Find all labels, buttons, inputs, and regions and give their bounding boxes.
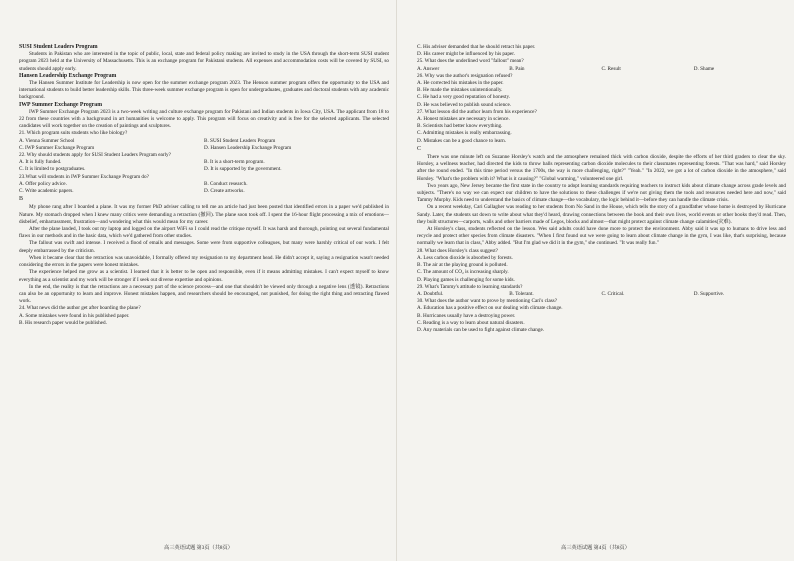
option-22-d: D. It is supported by the government. [204,166,282,173]
option-23-b: B. Conduct research. [204,180,248,187]
option-30-c: C. Reading is a way to learn about natural disasters. [417,319,525,326]
question-22: 22. Why should students apply for SUSI Student Leaders Program early? [19,152,171,159]
para-b2: After the plane landed, I took out my laptop and logged on the airport WiFi so I could read the critique myself. It was harsh and thorough, pointing out several fundamental flaws in our methods and in the basic data, which we'd gathered from other studies. [19,226,389,240]
option-28-c: C. The amount of CO₂ is increasing sharply. [417,269,509,276]
option-23-a: A. Offer policy advice. [19,180,67,187]
question-27: 27. What lesson did the author learn from his experience? [417,108,537,115]
question-24: 24. What news did the author get after boarding the plane? [19,305,141,312]
left-page-footer: 高三英语试题 第3页（共8页） [164,545,233,551]
option-21-b: B. SUSI Student Leaders Program [204,137,276,144]
section-c-label: C [417,145,422,152]
option-28-b: B. The air at the playing ground is polluted. [417,262,508,269]
left-column [19,44,389,327]
option-25-a: A. Answer [417,65,440,72]
para-hansen: The Hansen Summer Institute for Leadership is now open for the summer exchange program 2023. The Henson summer program offers the opportunity to the USA and international students to build better leadership skills. This three-week summer exchange program is open for undergraduates, graduates and doctoral students with any academic background. [19,80,389,101]
para-susi: Students in Pakistan who are interested in the topic of public, local, state and federal policy making are invited to study in the USA through the short-term SUSI student program 2023 held at the University of Massachusetts. This is an exchange program for Pakistani students. All expenses and accommodation costs will be covered by SUSI, so students should apply early. [19,51,389,72]
right-page-footer: 高三英语试题 第4页（共8页） [561,545,630,551]
option-28-a: A. Less carbon dioxide is absorbed by forests. [417,254,513,261]
option-26-c: C. He had a very good reputation of honesty. [417,94,511,101]
option-27-a: A. Honest mistakes are necessary in science. [417,116,510,123]
question-26: 26. Why was the author's resignation refused? [417,72,513,79]
options-23-cd [19,188,389,195]
para-b5: The experience helped me grow as a scientist. I learned that it is better to be open and responsible, even if it means admitting mistakes. I can't expect myself to know everything as a scientist and my work will be stronger if I seek out diverse expertise and opinions. [19,269,389,283]
option-29-c: C. Critical. [601,290,625,297]
option-29-d: D. Supportive. [693,290,725,297]
option-28-d: D. Playing games is challenging for some kids. [417,276,515,283]
option-27-b: B. Scientists had better know everything. [417,123,503,130]
option-21-a: A. Vienna Summer School [19,137,75,144]
option-25-c: C. Result [601,65,621,72]
option-24-c: C. His adviser demanded that he should retract his paper. [417,44,536,50]
option-23-c: C. Write academic papers. [19,188,74,195]
para-c4: At Horsley's class, students reflected on the lesson. Wes said adults could have done more to protect the environment. Abby said it was up to humans to drive less and recycle and protect other species from climate disasters. "When I first found out we were going to learn about climate change in the gym, I was like, that's surprising, because normally we learn that in class," Abby added. "But I'm glad we did it in the gym," she continued. "It was really fun." [417,226,786,247]
question-29: 29. What's Tammy's attitude to learning standards? [417,283,523,290]
options-21-cd [19,145,389,152]
para-c2: Two years ago, New Jersey became the first state in the country to adopt learning standards requiring teachers to instruct kids about climate change across grade levels and subjects. "There's no way we can expect our children to have the solutions to these challenges if we're not giving them the tools and resources needed here and now," said Tammy Murphy. Kids need to understand the basics of climate change—the vocabulary, the logic behind it—before they can handle the climate crisis. [417,182,786,204]
option-30-b: B. Hurricanes usually have a destroying power. [417,312,516,319]
options-22-ab [19,159,389,166]
para-c1: There was one minute left on Suzanne Horsley's watch and the atmosphere remained thick with carbon dioxide, despite the efforts of her third graders to clear the sky. Horsley, a wellness teacher, had directed the kids to throw balls representing carbon dioxide molecules to their classmates representing forests. "That was hard," said Horsley after the round ended. "In this time period versus the 1700s, the way is more challenging, right?" "Yeah." "In 2022, we got a lot of carbon dioxide in the atmosphere," said Horsley. "What's the problem with it? What is it causing?" "Global warming," volunteered one girl. [417,154,786,182]
option-26-a: A. He corrected his mistakes in the paper. [417,80,504,87]
option-24-d: D. His career might be influenced by his paper. [417,51,515,58]
right-column [417,44,786,334]
option-23-d: D. Create artworks. [204,188,245,195]
heading-hansen: Hansen Leadership Exchange Program [19,72,117,79]
option-25-d: D. Shame [693,65,715,72]
options-21-ab [19,138,389,145]
option-29-b: B. Tolerant. [509,290,534,297]
option-24-a: A. Some mistakes were found in his published paper. [19,312,130,319]
options-22-cd [19,166,389,173]
question-21: 21. Which program suits students who like biology? [19,130,128,137]
para-iwp: IWP Summer Exchange Program 2023 is a two-week writing and culture exchange program for Pakistani and Indian students in Iowa City, USA. The applicant from 18 to 22 from these countries with a background in art humanities is welcome to apply. This program will focus on creativity and is free for the selected applicants. The selected candidates will work together on the creation of paintings and sculptures. [19,108,389,130]
options-25 [417,66,786,73]
option-30-d: D. Any materials can be used to fight against climate change. [417,326,545,333]
para-c3: On a recent weekday, Cari Gallagher was reading to her students from No Sand in the House, which tells the story of a grandfather whose home is destroyed by Hurricane Sandy. Later, the students sat down to write about what they'd heard, drawing connections between the book and their own lives, world events or other books they'd read. Then, they built structures—carports, walls and other barriers made of Legos, blocks and almost—that might protect against climate change calamities(灾难). [417,204,786,225]
question-30: 30. What does the author want to prove by mentioning Cari's class? [417,298,558,305]
para-b6: In the end, the reality is that the retractions are a necessary part of the science process—and one that shouldn't be viewed only through a negative lens (透镜). Retractions can also be an opportunity to learn and improve. Honest mistakes happen, and researchers should be encouraged, not punished, for doing the right thing and retracting flawed work. [19,283,389,305]
option-25-b: B. Pain [509,65,525,72]
para-b3: The fallout was swift and intense. I received a flood of emails and messages. Some were from supportive colleagues, but many were harshly critical of our work. I felt deeply embarrassed by the criticism. [19,240,389,254]
option-30-a: A. Education has a positive effect on our dealing with climate change. [417,305,563,312]
option-22-a: A. It is fully funded. [19,159,62,166]
option-21-c: C. IWP Summer Exchange Program [19,144,95,151]
options-29 [417,291,786,298]
option-26-d: D. He was believed to publish sound science. [417,101,512,108]
right-page [397,0,794,561]
option-26-b: B. He made the mistakes unintentionally. [417,87,503,94]
question-23: 23.What will students in IWP Summer Exchange Program do? [19,173,149,180]
option-24-b: B. His research paper would be published. [19,319,107,326]
option-22-c: C. It is limited to postgraduates. [19,166,86,173]
option-21-d: D. Hansen Leadership Exchange Program [204,144,292,151]
heading-iwp: IWP Summer Exchange Program [19,101,103,108]
option-22-b: B. It is a short-term program. [204,159,265,166]
para-b1: My phone rang after I boarded a plane. It was my former PhD adviser calling to tell me an article had just been posted that identified errors in a paper we'd published in Nature. My stomach dropped when I knew many critics were demanding a retraction (撤回). The plane soon took off. I spent the 16-hour flight processing a mix of emotions—disbelief, embarrassment, frustration—and wondering what this would mean for my career. [19,204,389,225]
options-23-ab [19,181,389,188]
section-b-label: B [19,196,24,203]
question-25: 25. What does the underlined word "fallout" mean? [417,58,524,65]
option-27-d: D. Mistakes can be a good chance to learn. [417,137,507,144]
heading-susi: SUSI Student Leaders Program [19,44,98,50]
option-29-a: A. Doubtful. [417,290,444,297]
para-b4: When it became clear that the retraction was unavoidable, I formally offered my resignation to my department head. He didn't accept it, saying a resignation wasn't needed considering the errors in the papers were honest mistakes. [19,254,389,269]
option-27-c: C. Admitting mistakes is really embarrassing. [417,130,512,137]
question-28: 28. What does Horsley's class suggest? [417,247,498,254]
